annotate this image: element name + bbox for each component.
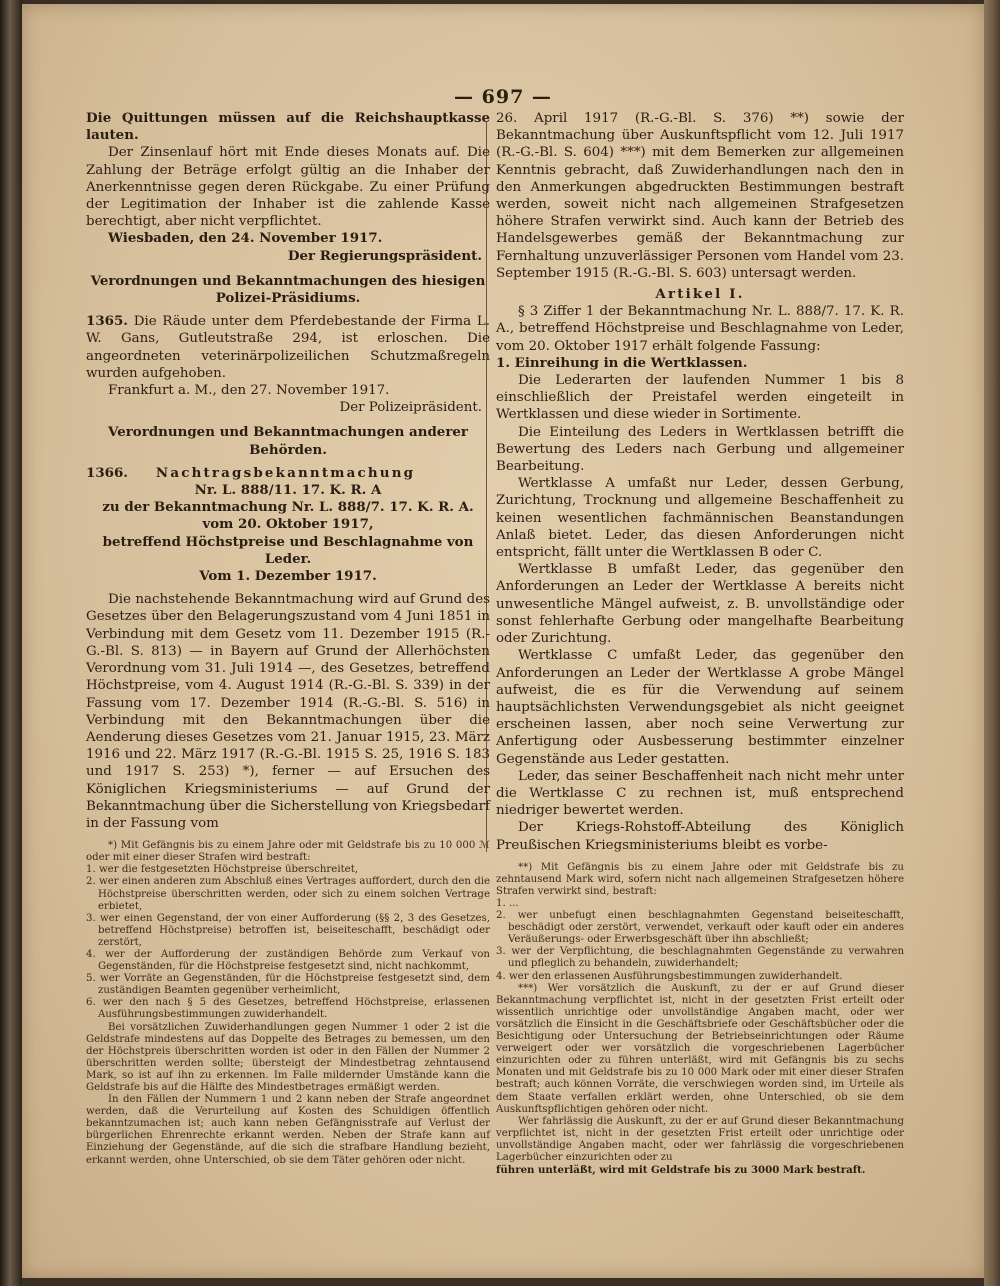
page-edge bbox=[984, 0, 1000, 1286]
footnotes bbox=[496, 862, 904, 1176]
paragraph: Wertklasse A umfaßt nur Leder, dessen Gerbung, Zurichtung, Trocknung und allgemeine Beschaffenheit zu keinen wesentlichen fachmännischen Beanstandungen Anlaß bietet. Leder, das diesen Anforderungen nicht entspricht, fällt unter die Wertklassen B oder C. bbox=[496, 476, 904, 561]
notice-title: Nachtragsbekanntmachung bbox=[155, 464, 416, 481]
paragraph: Leder, das seiner Beschaffenheit nach nicht mehr unter die Wertklasse C zu rechnen ist, muß entsprechend niedriger bewertet werden. bbox=[496, 768, 904, 819]
footnote-item: 4. wer der Aufforderung der zuständigen Behörde zum Verkauf von Gegenständen, für die Höchstpreise festgesetzt sind, nicht nachkommt, bbox=[86, 948, 490, 973]
notice-subtitle: betreffend Höchstpreise und Beschlagnahme von Leder. bbox=[102, 533, 474, 567]
footnote: In den Fällen der Nummern 1 und 2 kann neben der Strafe angeordnet werden, daß die Verurteilung auf Kosten des Schuldigen öffentlich bekanntzumachen ist; auch kann neben Gefängnisstrafe auf Verlust der bürgerlichen Ehrenrechte erkannt werden. Neben der Strafe kann auf Einziehung der Gegenstände, auf die sich die strafbare Handlung bezieht, erkannt werden, ohne Unterschied, ob sie dem Täter gehören oder nicht. bbox=[86, 1094, 490, 1166]
footnote: ***) Wer vorsätzlich die Auskunft, zu der er auf Grund dieser Bekanntmachung verpflichtet ist, nicht in der gesetzten Frist erteilt oder wissentlich unrichtige oder unvollständige Angaben macht, oder wer vorsätzlich die Einsicht in die Geschäftsbriefe oder Geschäftsbücher oder die Besichtigung oder Untersuchung der Betriebseinrichtungen oder Räume verweigert oder wer vorsätzlich die vorgeschriebenen Lagerbücher einzurichten oder zu führen unterläßt, wird mit Gefängnis bis zu sechs Monaten und mit Geldstrafe bis zu 10 000 Mark oder mit einer dieser Strafen bestraft; auch können Vorräte, die verschwiegen worden sind, im Urteile als dem Staate verfallen erklärt werden, ohne Unterschied, ob sie dem Auskunftspflichtigen gehören oder nicht. bbox=[496, 982, 904, 1115]
paragraph: Der Zinsenlauf hört mit Ende dieses Monats auf. Die Zahlung der Beträge erfolgt gültig an die Inhaber der Anerkenntnisse gegen deren Rückgabe. Zu einer Prüfung der Legitimation der Inhaber ist die zahlende Kasse berechtigt, aber nicht verpflichtet. bbox=[86, 145, 490, 230]
notice-subtitle: Nr. L. 888/11. 17. K. R. A bbox=[194, 482, 382, 499]
signature: Der Polizeipräsident. bbox=[339, 400, 482, 416]
footnote: Wer fahrlässig die Auskunft, zu der er auf Grund dieser Bekanntmachung verpflichtet ist, nicht in der gesetzten Frist erteilt oder unrichtige oder unvollständige Angaben macht, oder wer fahrlässig die vorgeschriebenen Lagerbücher einzurichten oder zu bbox=[496, 1115, 904, 1163]
body-text: 26. April 1917 (R.-G.-Bl. S. 376) **) sowie der Bekanntmachung über Auskunftspflicht vom 12. Juli 1917 (R.-G.-Bl. S. 604) ***) mit dem Bemerken zur allgemeinen Kenntnis gebracht, daß Zuwiderhandlungen nach den in den Anmerkungen abgedruckten Bestimmungen bestraft werden, soweit nicht nach allgemeinen Strafgesetzen höhere Strafen verwirkt sind. Auch kann der Betrieb des Handelsgewerbes gemäß der Bekanntmachung zur Fernhaltung unzuverlässiger Personen vom Handel vom 23. September 1915 (R.-G.-Bl. S. 603) untersagt werden. bbox=[496, 111, 904, 281]
footnote: Bei vorsätzlichen Zuwiderhandlungen gegen Nummer 1 oder 2 ist die Geldstrafe mindestens auf das Doppelte des Betrages zu bemessen, um den der Höchstpreis überschritten worden ist oder in den Fällen der Nummer 2 überschritten werden sollte; übersteigt der Mindestbetrag zehntausend Mark, so ist auf ihn zu erkennen. Im Falle mildernder Umstände kann die Geldstrafe bis auf die Hälfte des Mindestbetrages ermäßigt werden. bbox=[86, 1021, 490, 1093]
document-page bbox=[22, 4, 984, 1278]
notice-subtitle: zu der Bekanntmachung Nr. L. 888/7. 17. K. R. A. bbox=[102, 499, 474, 516]
paragraph: Die Lederarten der laufenden Nummer 1 bis 8 einschließlich der Preistafel werden eingeteilt in Wertklassen und diese wieder in Sortimente. bbox=[496, 373, 904, 423]
place-date: Frankfurt a. M., den 27. November 1917. bbox=[108, 383, 390, 399]
article-text: § 3 Ziffer 1 der Bekanntmachung Nr. L. 888/7. 17. K. R. A., betreffend Höchstpreise und Beschlagnahme von Leder, vom 20. Oktober 1917 erhält folgende Fassung: bbox=[496, 304, 904, 354]
paragraph: Wertklasse C umfaßt Leder, das gegenüber den Anforderungen an Leder der Wertklasse A grobe Mängel aufweist, die es für die Verwendung auf seinem hauptsächlichsten Verwendungsgebiet als nicht geeignet erscheinen lassen, aber noch seine Verwertung zur Anfertigung oder Ausbesserung bestimmter einzelner Gegenstände aus Leder gestatten. bbox=[496, 648, 904, 767]
footnote-item: 3. wer der Verpflichtung, die beschlagnahmten Gegenstände zu verwahren und pfleglich zu behandeln, zuwiderhandelt; bbox=[496, 946, 904, 970]
paragraph: Die Quittungen müssen auf die Reichshauptkasse lauten. bbox=[86, 110, 490, 144]
footnote-item: 3. wer einen Gegenstand, der von einer Aufforderung (§§ 2, 3 des Gesetzes, betreffend Höchstpreise) betroffen ist, beiseiteschafft, beschädigt oder zerstört, bbox=[86, 912, 490, 948]
footnote: **) Mit Gefängnis bis zu einem Jahre oder mit Geldstrafe bis zu zehntausend Mark wird, sofern nicht nach allgemeinen Strafgesetzen höhere Strafen verwirkt sind, bestraft: bbox=[496, 861, 904, 897]
footnote-item: 1. ... bbox=[496, 898, 519, 910]
article-item: 1. Einreihung in die Wertklassen. bbox=[496, 354, 748, 371]
notice-number: 1366. bbox=[86, 464, 128, 481]
footnote-item: 4. wer den erlassenen Ausführungsbestimmungen zuwiderhandelt. bbox=[496, 970, 843, 982]
section-heading: Verordnungen und Bekanntmachungen des hiesigen Polizei-Präsidiums. bbox=[90, 272, 486, 307]
right-column bbox=[496, 110, 904, 1176]
section-heading: Verordnungen und Bekanntmachungen anderer Behörden. bbox=[108, 424, 468, 458]
notice-subtitle: vom 20. Oktober 1917, bbox=[202, 516, 374, 533]
footnotes bbox=[86, 840, 490, 1167]
footnote-item: 6. wer den nach § 5 des Gesetzes, betreffend Höchstpreise, erlassenen Ausführungsbestimmungen zuwiderhandelt. bbox=[86, 997, 490, 1021]
footnote-item: 2. wer unbefugt einen beschlagnahmten Gegenstand beiseiteschafft, beschädigt oder zerstört, verwendet, verkauft oder kauft oder ein anderes Veräußerungs- oder Erwerbsgeschäft über ihn abschließt; bbox=[496, 910, 904, 946]
article-heading: Artikel I. bbox=[655, 286, 745, 303]
place-date: Wiesbaden, den 24. November 1917. bbox=[108, 230, 383, 247]
footnote: *) Mit Gefängnis bis zu einem Jahre oder mit Geldstrafe bis zu 10 000 ℳ oder mit einer dieser Strafen wird bestraft: bbox=[86, 840, 490, 864]
body-text: Die nachstehende Bekanntmachung wird auf Grund des Gesetzes über den Belagerungszustand vom 4 Juni 1851 in Verbindung mit dem Gesetz vom 11. Dezember 1915 (R.-G.-Bl. S. 813) — in Bayern auf Grund der Allerhöchsten Verordnung vom 31. Juli 1914 —, des Gesetzes, betreffend Höchstpreise, vom 4. August 1914 (R.-G.-Bl. S. 339) in der Fassung vom 17. Dezember 1914 (R.-G.-Bl. S. 516) in Verbindung mit den Bekanntmachungen über die Aenderung dieses Gesetzes vom 21. Januar 1915, 23. März 1916 und 22. März 1917 (R.-G.-Bl. 1915 S. 25, 1916 S. 183 und 1917 S. 253) *), ferner — auf Ersuchen des Königlichen Kriegsministeriums — auf Grund der Bekanntmachung über die Sicherstellung von Kriegsbedarf in der Fassung vom bbox=[86, 592, 490, 831]
book-spine bbox=[0, 0, 22, 1286]
footnote-item: 2. wer einen anderen zum Abschluß eines Vertrages auffordert, durch den die Höchstpreise überschritten werden, oder sich zu einem solchen Vertrage erbietet, bbox=[86, 876, 490, 912]
notice-number: 1365. bbox=[86, 313, 128, 330]
paragraph: Die Einteilung des Leders in Wertklassen betrifft die Bewertung des Leders nach Gerbung und allgemeiner Bearbeitung. bbox=[496, 424, 904, 475]
footnote-item: 1. wer die festgesetzten Höchstpreise überschreitet, bbox=[86, 864, 359, 876]
paragraph: Wertklasse B umfaßt Leder, das gegenüber den Anforderungen an Leder der Wertklasse A bereits nicht unwesentliche Mängel aufweist, z. B. unvollständige oder sonst fehlerhafte Gerbung oder mangelhafte Bearbeitung oder Zurichtung. bbox=[496, 562, 904, 647]
left-column bbox=[86, 110, 490, 1167]
page-number: — 697 — bbox=[454, 86, 552, 108]
footnote-item: 5. wer Vorräte an Gegenständen, für die Höchstpreise festgesetzt sind, dem zuständigen Beamten gegenüber verheimlicht, bbox=[86, 973, 490, 997]
paragraph: Der Kriegs-Rohstoff-Abteilung des Königlich Preußischen Kriegsministeriums bleibt es vorbe- bbox=[496, 820, 904, 853]
signature: Der Regierungspräsident. bbox=[287, 247, 482, 264]
footnote: führen unterläßt, wird mit Geldstrafe bis zu 3000 Mark bestraft. bbox=[496, 1164, 866, 1177]
notice-text: Die Räude unter dem Pferdebestande der Firma L. W. Gans, Gutleutstraße 294, ist erloschen. Die angeordneten veterinärpolizeilichen Schutzmaßregeln wurden aufgehoben. bbox=[86, 314, 490, 381]
notice-date: Vom 1. Dezember 1917. bbox=[199, 568, 377, 585]
